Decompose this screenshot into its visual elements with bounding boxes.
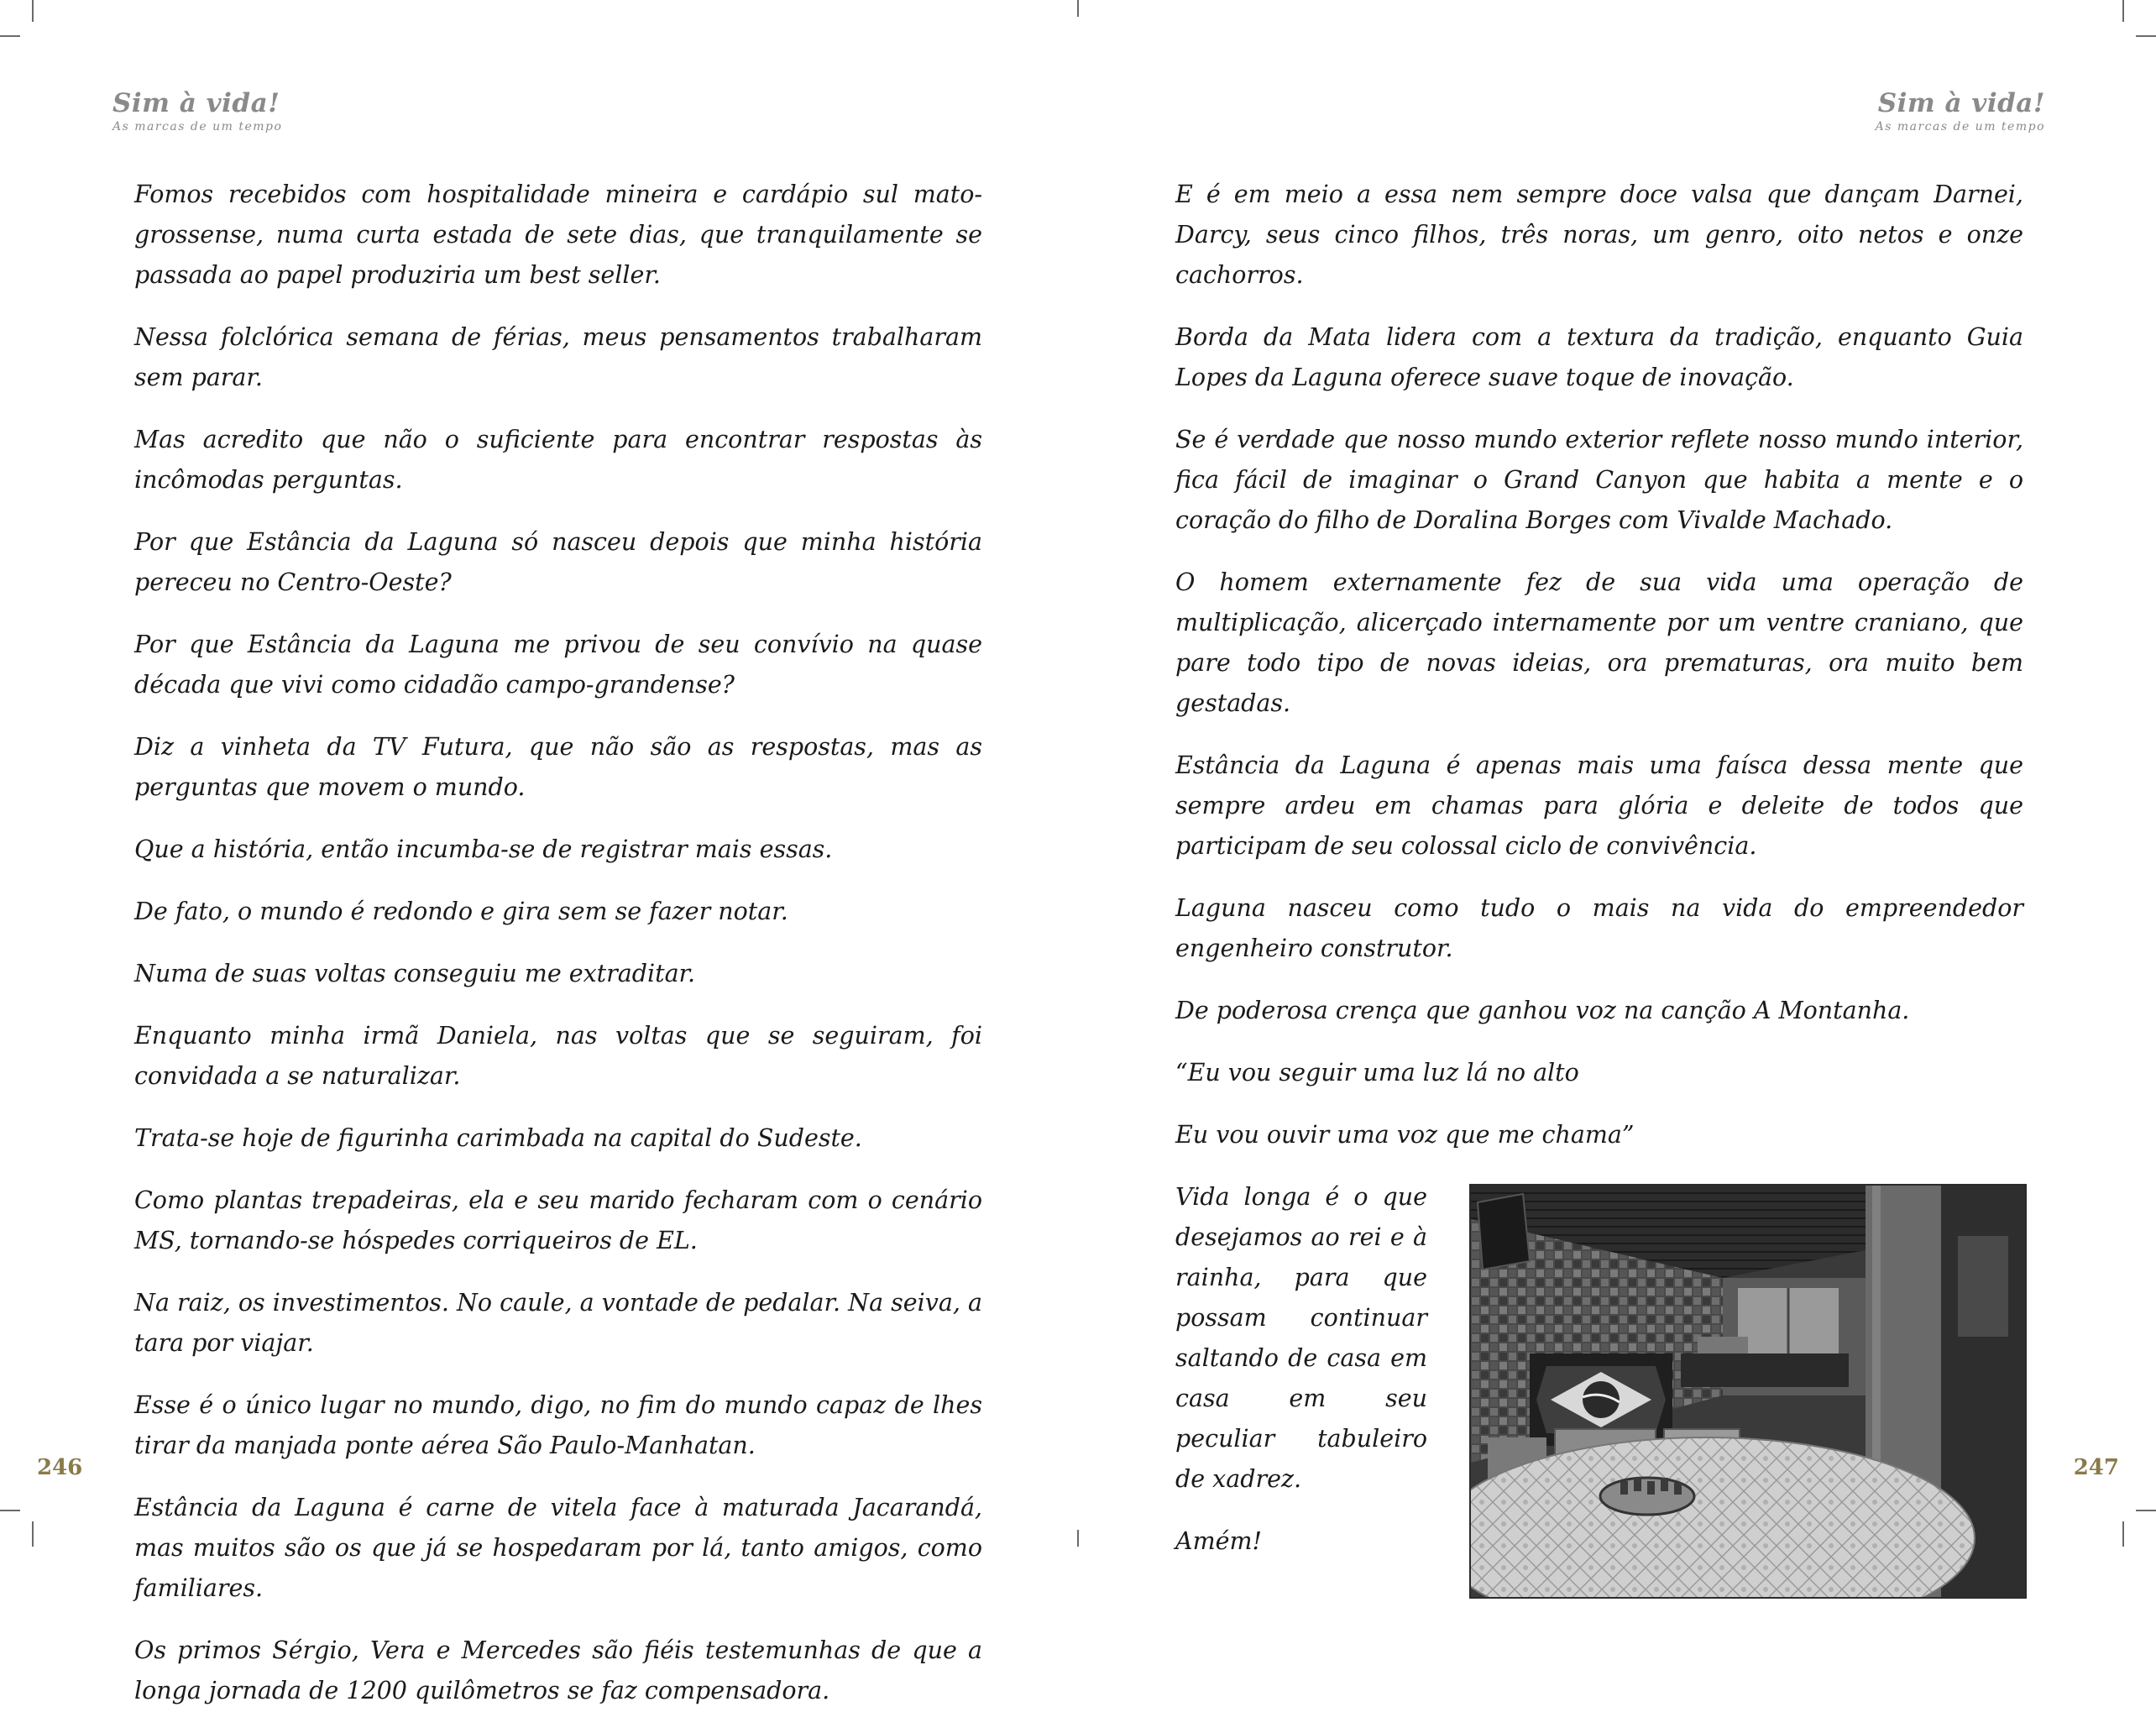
paragraph: Borda da Mata lidera com a textura da tradição, enquanto Guia Lopes da Laguna oferece suave toque de inovação.	[1175, 323, 2023, 391]
paragraph: Na raiz, os investimentos. No caule, a vontade de pedalar. Na seiva, a tara por viajar.	[134, 1289, 982, 1357]
photo-with-text	[1175, 1177, 2023, 1595]
paragraph: Eu vou ouvir uma voz que me chama”	[1175, 1121, 1635, 1149]
paragraph: Laguna nasceu como tudo o mais na vida do empreendedor engenheiro construtor.	[1175, 894, 2023, 962]
paragraph: Estância da Laguna é apenas mais uma faísca dessa mente que sempre ardeu em chamas para glória e deleite de todos que participam de seu colossal ciclo de convivência.	[1175, 751, 2023, 860]
paragraph: Por que Estância da Laguna me privou de seu convívio na quase década que vivi como cidadão campo-grandense?	[134, 631, 982, 699]
paragraph: Mas acredito que não o suficiente para encontrar respostas às incômodas perguntas.	[134, 426, 982, 494]
book-title: Sim à vida!	[1877, 88, 2045, 118]
right-text-column	[1175, 175, 2023, 1595]
running-head	[113, 87, 282, 134]
page-number: 247	[2073, 1455, 2119, 1480]
paragraph: O homem externamente fez de sua vida uma operação de multiplicação, alicerçado internamente por um ventre craniano, que pare todo tipo de novas ideias, ora prematuras, ora muito bem gestadas.	[1175, 568, 2023, 717]
paragraph: Estância da Laguna é carne de vitela face à maturada Jacarandá, mas muitos são os que já se hospedaram por lá, tanto amigos, como familiares.	[134, 1494, 982, 1602]
paragraph: Esse é o único lugar no mundo, digo, no fim do mundo capaz de lhes tirar da manjada ponte aérea São Paulo-Manhatan.	[134, 1391, 982, 1459]
left-page	[0, 0, 1078, 1704]
paragraph: De fato, o mundo é redondo e gira sem se fazer notar.	[134, 898, 788, 925]
right-page	[1078, 0, 2156, 1555]
running-head	[1876, 87, 2045, 134]
paragraph: E é em meio a essa nem sempre doce valsa que dançam Darnei, Darcy, seus cinco filhos, três noras, um genro, oito netos e onze cachorros.	[1175, 181, 2023, 289]
paragraph: Trata-se hoje de figurinha carimbada na capital do Sudeste.	[134, 1124, 862, 1152]
interior-photo	[1469, 1184, 2027, 1599]
book-subtitle: As marcas de um tempo	[113, 120, 283, 134]
paragraph: Os primos Sérgio, Vera e Mercedes são fiéis testemunhas de que a longa jornada de 1200 quilômetros se faz compensadora.	[134, 1636, 982, 1704]
paragraph: Por que Estância da Laguna só nasceu depois que minha história pereceu no Centro-Oeste?	[134, 528, 982, 596]
paragraph: Vida longa é o que desejamos ao rei e à rainha, para que possam continuar saltando de casa em casa em seu peculiar tabuleiro de xadrez.	[1175, 1183, 1427, 1493]
photo-side-text	[1175, 1177, 1427, 1562]
book-subtitle: As marcas de um tempo	[1875, 120, 2045, 134]
paragraph: Se é verdade que nosso mundo exterior reflete nosso mundo interior, fica fácil de imaginar o Grand Canyon que habita a mente e o coração do filho de Doralina Borges com Vivalde Machado.	[1175, 426, 2023, 534]
paragraph: Nessa folclórica semana de férias, meus pensamentos trabalharam sem parar.	[134, 323, 982, 391]
paragraph: Amém!	[1175, 1527, 1262, 1555]
paragraph: Que a história, então incumba-se de registrar mais essas.	[134, 835, 833, 863]
page-number: 246	[37, 1455, 83, 1480]
left-text-column	[134, 175, 982, 1733]
paragraph: Como plantas trepadeiras, ela e seu marido fecharam com o cenário MS, tornando-se hóspedes corriqueiros de EL.	[134, 1186, 982, 1254]
book-title: Sim à vida!	[113, 88, 280, 118]
paragraph: “Eu vou seguir uma luz lá no alto	[1175, 1059, 1579, 1086]
paragraph: De poderosa crença que ganhou voz na canção A Montanha.	[1175, 997, 1910, 1024]
paragraph: Diz a vinheta da TV Futura, que não são as respostas, mas as perguntas que movem o mundo.	[134, 733, 982, 801]
paragraph: Fomos recebidos com hospitalidade mineira e cardápio sul mato-grossense, numa curta estada de sete dias, que tranquilamente se passada ao papel produziria um best seller.	[134, 181, 982, 289]
paragraph: Enquanto minha irmã Daniela, nas voltas que se seguiram, foi convidada a se naturalizar.	[134, 1022, 982, 1090]
paragraph: Numa de suas voltas conseguiu me extraditar.	[134, 960, 696, 987]
